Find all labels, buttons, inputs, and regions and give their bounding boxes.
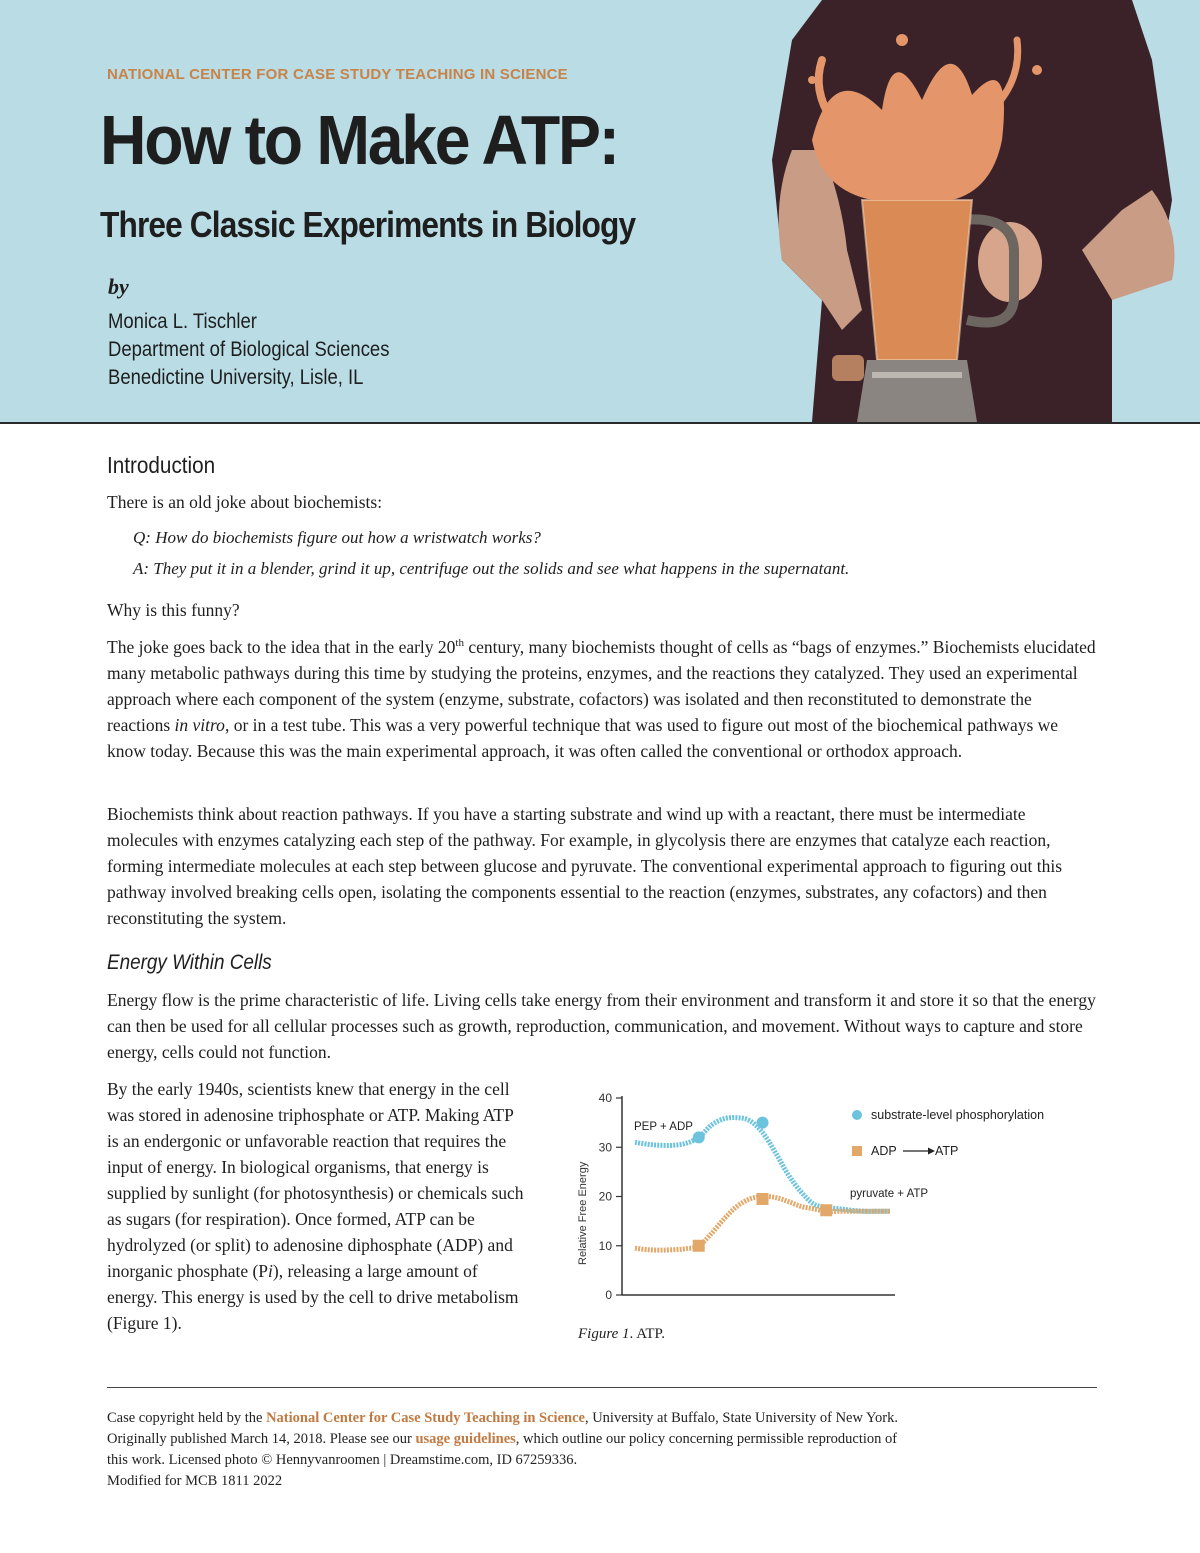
energy-p2	[107, 1076, 527, 1336]
legend-blue-marker	[852, 1110, 862, 1120]
y-axis-label: Relative Free Energy	[577, 1161, 589, 1265]
byline: by	[108, 274, 129, 299]
org-name: NATIONAL CENTER FOR CASE STUDY TEACHING IN SCIENCE	[107, 66, 568, 83]
orange-data-point	[820, 1204, 832, 1216]
legend-atp: ATP	[935, 1144, 959, 1158]
figure-caption-text: . ATP.	[629, 1326, 665, 1342]
footer-l1-text: Case copyright held by the	[107, 1410, 267, 1426]
intro-p3-part3: , or in a test tube. This was a very powerful technique that was used to figure out most of the biochemical pathways we know today. Because this was the main experimental approach, it was often called the conventional or orthodox approach.	[107, 715, 1059, 761]
energy-p2-em: i	[268, 1261, 273, 1281]
intro-p3-sup: th	[455, 637, 464, 650]
energy-p2-part2: ), releasing a large amount of energy. This energy is used by the cell to drive metabolism (Figure 1).	[107, 1261, 519, 1333]
y-tick-label: 10	[598, 1238, 612, 1253]
blender-photo	[752, 0, 1200, 422]
usage-guidelines-link[interactable]: usage guidelines	[415, 1431, 516, 1447]
author-block	[108, 308, 389, 392]
intro-p3-part2: century, many biochemists thought of cells as “bags of enzymes.” Biochemists elucidated many metabolic pathways during this time by studying the proteins, enzymes, and the reactions they catalyzed. They used an experimental approach where each component of the system (enzyme, substrate, cofactors) was isolated and then reconstituted to demonstrate the reactions	[107, 637, 1096, 735]
energy-p2-part1: By the early 1940s, scientists knew that energy in the cell was stored in adenosine triphosphate or ATP. Making ATP is an endergonic or unfavorable reaction that requires the input of energy. In biological organisms, that energy is supplied by sunlight (for photosynthesis) or chemicals such as sugars (for respiration). Once formed, ATP can be hydrolyzed (or split) to adenosine diphosphate (ADP) and inorganic phosphate (P	[107, 1079, 524, 1281]
legend-arrowhead	[928, 1148, 935, 1155]
orange-data-point	[693, 1240, 705, 1252]
energy-p1: Energy flow is the prime characteristic of life. Living cells take energy from their environment and transform it and store it so that the energy can then be used for all cellular processes such as growth, reproduction, communication, and movement. Without ways to capture and store energy, cells could not function.	[107, 990, 1096, 1062]
ncc-link[interactable]: National Center for Case Study Teaching in Science	[266, 1410, 585, 1426]
y-tick-label: 0	[605, 1288, 612, 1302]
page-title: How to Make ATP:	[100, 101, 618, 179]
intro-p3	[107, 634, 1097, 764]
footer-line-1	[107, 1408, 1097, 1429]
annotation-pep-adp: PEP + ADP	[634, 1121, 693, 1133]
footer-l2-text-b: , which outline our policy concerning permissible reproduction of	[515, 1431, 898, 1447]
legend-orange-marker	[852, 1146, 862, 1156]
blue-data-point	[693, 1131, 705, 1143]
intro-p1: There is an old joke about biochemists:	[107, 492, 383, 512]
y-tick-label: 40	[598, 1091, 612, 1105]
header-banner	[0, 0, 1200, 422]
legend-adp: ADP	[871, 1144, 897, 1158]
joke-question: Q: How do biochemists figure out how a wristwatch works?	[133, 528, 541, 547]
atp-energy-chart	[560, 1080, 1100, 1350]
footer	[107, 1408, 1097, 1492]
energy-heading: Energy Within Cells	[107, 951, 272, 974]
intro-p3-part1: The joke goes back to the idea that in the early 20	[107, 637, 456, 657]
footer-line-2	[107, 1429, 1097, 1450]
footer-l1-text-b: , University at Buffalo, State University of New York.	[584, 1410, 899, 1426]
footer-l2-text: Originally published March 14, 2018. Please see our	[107, 1431, 416, 1447]
intro-heading: Introduction	[107, 452, 216, 478]
figure-caption	[578, 1326, 665, 1343]
author-dept: Department of Biological Sciences	[108, 338, 390, 361]
footer-divider	[107, 1387, 1097, 1388]
intro-p3-em: in vitro	[174, 715, 225, 735]
intro-p2: Why is this funny?	[107, 600, 240, 620]
orange-data-point	[757, 1193, 769, 1205]
footer-line-3: this work. Licensed photo © Hennyvanroomen | Dreamstime.com, ID 67259336.	[107, 1452, 578, 1468]
y-ticks	[599, 1091, 622, 1302]
blue-data-point	[757, 1117, 769, 1129]
banner-divider	[0, 422, 1200, 424]
figure-label: Figure 1	[578, 1326, 630, 1342]
y-tick-label: 20	[598, 1189, 612, 1204]
footer-line-4: Modified for MCB 1811 2022	[107, 1473, 283, 1489]
intro-p4: Biochemists think about reaction pathways. If you have a starting substrate and wind up with a reactant, there must be intermediate molecules with enzymes catalyzing each step of the pathway. For example, in glycolysis there are enzymes that catalyze each reaction, forming intermediate molecules at each step between glucose and pyruvate. The conventional experimental approach to figuring out this pathway involved breaking cells open, isolating the components essential to the reaction (enzymes, substrates, any cofactors) and then reconstituting the system.	[107, 804, 1063, 928]
author-name: Monica L. Tischler	[108, 310, 257, 333]
y-tick-label: 30	[598, 1140, 612, 1155]
page-subtitle: Three Classic Experiments in Biology	[100, 204, 636, 245]
joke-answer: A: They put it in a blender, grind it up, centrifuge out the solids and see what happens in the supernatant.	[133, 559, 850, 578]
author-univ: Benedictine University, Lisle, IL	[108, 366, 364, 389]
legend-substrate-level: substrate-level phosphorylation	[871, 1108, 1045, 1122]
annotation-pyruvate-atp: pyruvate + ATP	[850, 1188, 929, 1200]
